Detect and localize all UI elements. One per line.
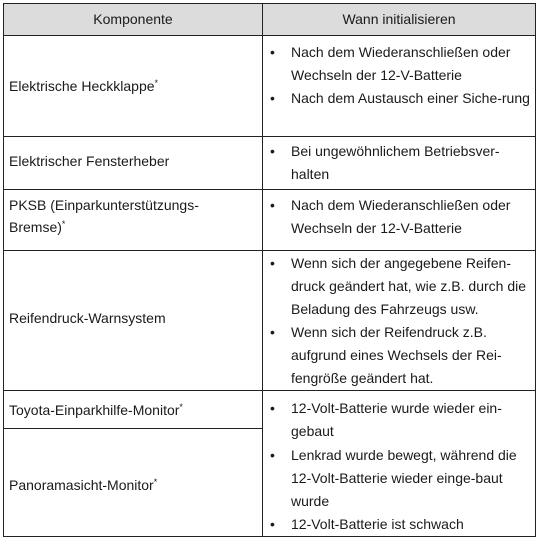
list-item-text: Lenkrad wurde bewegt, während die 12-Volt-Batterie wieder einge-baut wurde bbox=[291, 447, 517, 509]
list-item bbox=[270, 444, 532, 513]
component-heckklappe bbox=[9, 75, 259, 97]
row-divider bbox=[4, 189, 535, 190]
footnote-marker: * bbox=[154, 78, 159, 88]
header-komponente: Komponente bbox=[93, 11, 173, 27]
list-item-text: Nach dem Austausch einer Siche-rung bbox=[291, 90, 530, 106]
component-panoramasicht-monitor bbox=[9, 474, 259, 496]
list-item-text: Wenn sich der angegebene Reifen-druck geändert hat, wie z.B. durch die Beladung des Fahrzeugs usw. bbox=[291, 255, 527, 317]
header-wann-initialisieren: Wann initialisieren bbox=[342, 11, 456, 27]
row-divider bbox=[4, 136, 535, 137]
column-divider bbox=[262, 4, 263, 536]
initialization-table bbox=[3, 3, 536, 537]
component-pksb bbox=[9, 194, 259, 238]
list-item-text: Bei ungewöhnlichem Betriebsver-halten bbox=[291, 143, 500, 182]
row-divider bbox=[4, 250, 535, 251]
row-divider-left bbox=[4, 428, 262, 429]
bullet-icon: • bbox=[270, 44, 275, 60]
list-item bbox=[270, 252, 532, 321]
table-header bbox=[4, 4, 535, 36]
list-item bbox=[270, 321, 532, 390]
component-label: PKSB (Einparkunterstützungs- bbox=[9, 197, 199, 213]
component-label: Reifendruck-Warnsystem bbox=[9, 310, 166, 326]
row-divider bbox=[4, 390, 535, 391]
footnote-marker: * bbox=[153, 477, 158, 487]
bullet-icon: • bbox=[270, 197, 275, 213]
bullet-icon: • bbox=[270, 400, 275, 416]
component-label: Elektrische Heckklappe bbox=[9, 78, 155, 94]
list-item-text: Nach dem Wiederanschließen oder Wechseln der 12-V-Batterie bbox=[291, 44, 511, 83]
component-label: Bremse) bbox=[9, 219, 62, 235]
footnote-marker: * bbox=[179, 402, 183, 412]
component-reifendruck bbox=[9, 307, 259, 329]
list-item bbox=[270, 397, 532, 443]
list-item bbox=[270, 194, 532, 240]
bullet-icon: • bbox=[270, 255, 275, 271]
bullet-icon: • bbox=[270, 143, 275, 159]
component-label: Panoramasicht-Monitor bbox=[9, 477, 154, 493]
list-item bbox=[270, 140, 532, 186]
component-label: Toyota-Einparkhilfe-Monitor bbox=[9, 402, 180, 418]
bullet-icon: • bbox=[270, 324, 275, 340]
list-item-text: 12-Volt-Batterie wurde wieder ein-gebaut bbox=[291, 400, 502, 439]
list-item-text: 12-Volt-Batterie ist schwach bbox=[291, 516, 464, 532]
list-item bbox=[270, 87, 532, 110]
footnote-marker: * bbox=[61, 219, 66, 229]
bullet-icon: • bbox=[270, 516, 275, 532]
component-fensterheber bbox=[9, 150, 259, 172]
list-item-text: Nach dem Wiederanschließen oder Wechseln der 12-V-Batterie bbox=[291, 197, 511, 236]
bullet-icon: • bbox=[270, 90, 275, 106]
bullet-icon: • bbox=[270, 447, 275, 463]
component-einparkhilfe-monitor bbox=[9, 399, 259, 421]
list-item bbox=[270, 513, 532, 536]
list-item bbox=[270, 41, 532, 87]
component-label: Elektrischer Fensterheber bbox=[9, 153, 170, 169]
list-item-text: Wenn sich der Reifendruck z.B. aufgrund eines Wechsels der Rei-fengröße geändert hat. bbox=[291, 324, 502, 386]
